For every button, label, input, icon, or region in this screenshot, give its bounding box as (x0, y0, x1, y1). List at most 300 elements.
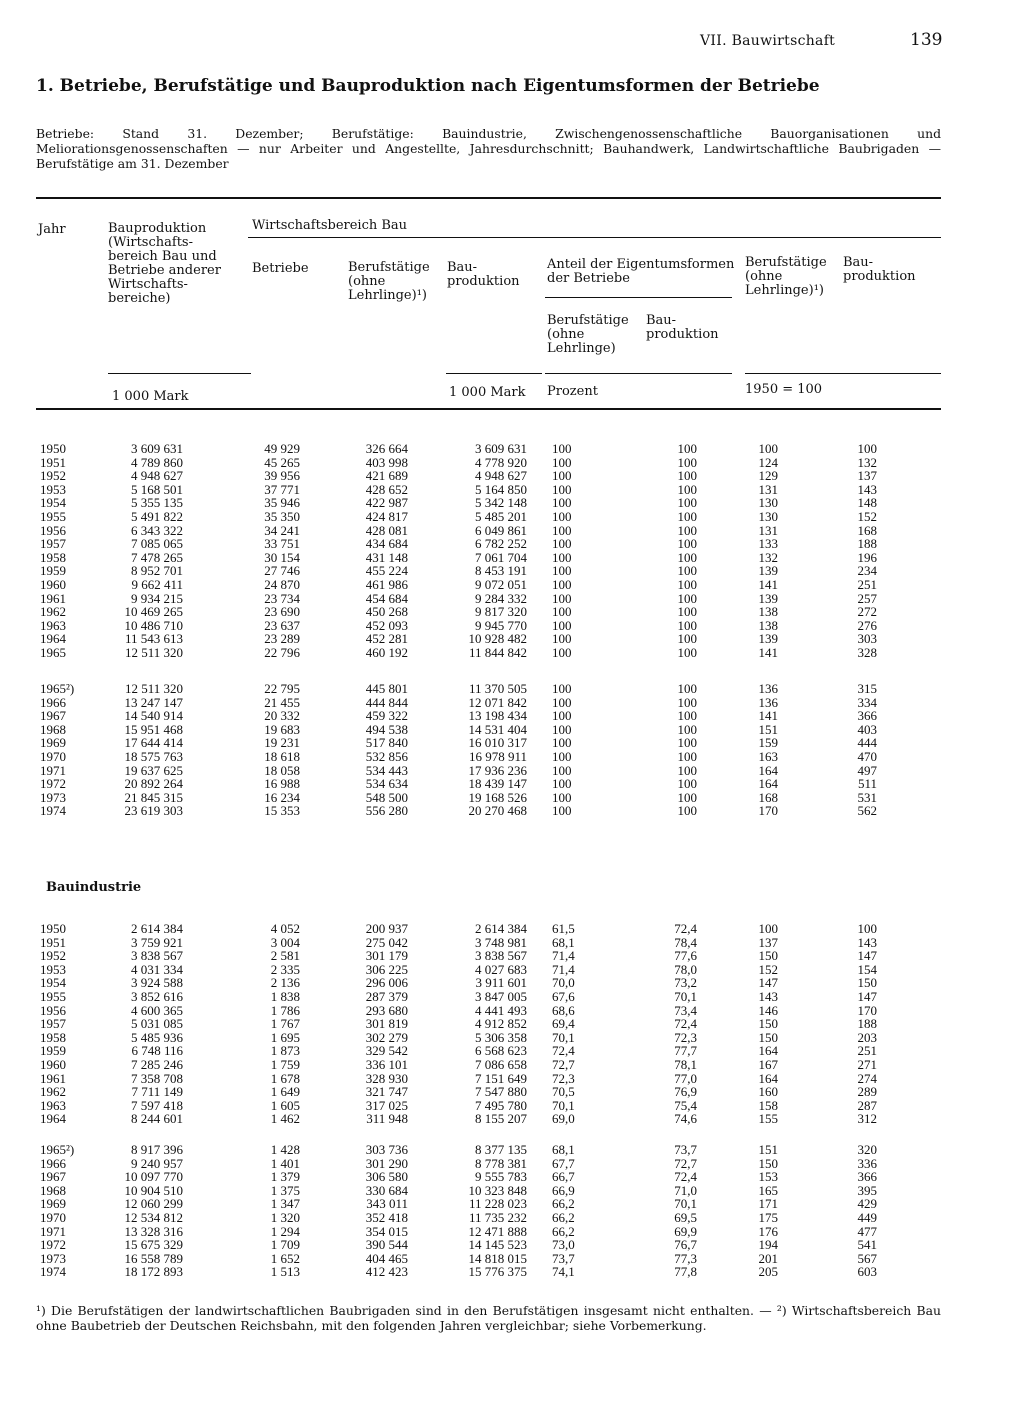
bauproduktion-cell: 8 377 135 (475, 1142, 527, 1157)
betriebe-cell: 19 683 (264, 721, 300, 737)
index-berufstaetige-cell: 205 (758, 1264, 778, 1280)
betriebe-cell: 27 746 (264, 563, 300, 579)
index-bauproduktion-cell: 603 (857, 1264, 877, 1280)
bauproduktion-gesamt-cell: 4 789 860 (131, 454, 183, 470)
betriebe-cell: 2 581 (270, 948, 300, 964)
berufstaetige-cell: 454 684 (365, 590, 408, 606)
anteil-bauproduktion-cell: 76,7 (674, 1237, 697, 1253)
index-berufstaetige-cell: 171 (758, 1196, 778, 1212)
anteil-berufstaetige-cell: 70,1 (552, 1029, 575, 1045)
col-head-anteil-bauproduktion: Bau- produktion (646, 313, 719, 342)
anteil-bauproduktion-cell: 100 (677, 617, 697, 633)
berufstaetige-cell: 404 465 (365, 1250, 408, 1266)
anteil-berufstaetige-cell: 73,7 (552, 1250, 575, 1266)
year-cell: 1957 (40, 536, 66, 552)
unit-rule-prozent (545, 373, 732, 374)
col-head-index-bauproduktion: Bau- produktion (843, 255, 916, 284)
betriebe-cell: 15 353 (264, 803, 300, 819)
anteil-bauproduktion-cell: 72,4 (674, 1016, 697, 1032)
column-bauproduktion (437, 1143, 527, 1279)
bauproduktion-cell: 3 609 631 (475, 441, 527, 456)
berufstaetige-cell: 329 542 (365, 1043, 408, 1059)
berufstaetige-cell: 306 225 (365, 961, 408, 977)
index-berufstaetige-cell: 130 (758, 495, 778, 511)
bauproduktion-cell: 14 145 523 (468, 1237, 527, 1253)
index-berufstaetige-cell: 147 (758, 975, 778, 991)
betriebe-cell: 23 289 (264, 631, 300, 647)
bauproduktion-gesamt-cell: 12 511 320 (124, 681, 183, 696)
column-bauproduktion (437, 922, 527, 1126)
bauproduktion-cell: 4 441 493 (475, 1002, 527, 1018)
index-bauproduktion-cell: 152 (857, 508, 877, 524)
anteil-bauproduktion-cell: 100 (677, 481, 697, 497)
anteil-bauproduktion-cell: 70,1 (674, 1196, 697, 1212)
berufstaetige-cell: 517 840 (365, 735, 408, 751)
anteil-berufstaetige-cell: 100 (552, 789, 572, 805)
berufstaetige-cell: 548 500 (365, 789, 408, 805)
index-berufstaetige-cell: 137 (758, 934, 778, 950)
berufstaetige-cell: 556 280 (365, 803, 408, 819)
year-cell: 1956 (40, 522, 66, 538)
year-cell: 1953 (40, 961, 66, 977)
betriebe-cell: 21 455 (264, 694, 300, 710)
anteil-bauproduktion-cell: 75,4 (674, 1097, 697, 1113)
anteil-berufstaetige-cell: 100 (552, 776, 572, 792)
bauproduktion-cell: 12 471 888 (468, 1223, 527, 1239)
index-berufstaetige-cell: 150 (758, 1016, 778, 1032)
anteil-bauproduktion-cell: 100 (677, 604, 697, 620)
index-bauproduktion-cell: 287 (857, 1097, 877, 1113)
unit-rule-mark1 (108, 373, 251, 374)
index-berufstaetige-cell: 164 (758, 1070, 778, 1086)
bauproduktion-gesamt-cell: 3 838 567 (131, 948, 183, 964)
berufstaetige-cell: 461 986 (365, 576, 408, 592)
year-cell: 1962 (40, 1084, 66, 1100)
anteil-bauproduktion-cell: 72,7 (674, 1155, 697, 1171)
bauproduktion-gesamt-cell: 7 358 708 (131, 1070, 183, 1086)
berufstaetige-cell: 494 538 (365, 721, 408, 737)
column-index-berufstaetige (728, 682, 778, 818)
betriebe-cell: 30 154 (264, 549, 300, 565)
column-anteil-bauproduktion (647, 442, 697, 660)
anteil-bauproduktion-cell: 73,2 (674, 975, 697, 991)
anteil-berufstaetige-cell: 66,2 (552, 1209, 575, 1225)
bauproduktion-gesamt-cell: 14 540 914 (124, 708, 183, 724)
betriebe-cell: 1 759 (270, 1056, 300, 1072)
betriebe-cell: 39 956 (264, 468, 300, 484)
index-berufstaetige-cell: 150 (758, 1155, 778, 1171)
bauproduktion-gesamt-cell: 7 478 265 (131, 549, 183, 565)
index-bauproduktion-cell: 449 (857, 1209, 877, 1225)
anteil-subrule (545, 297, 732, 298)
bauproduktion-cell: 6 782 252 (475, 536, 527, 552)
betriebe-cell: 1 379 (270, 1169, 300, 1185)
bauproduktion-cell: 5 164 850 (475, 481, 527, 497)
anteil-bauproduktion-cell: 100 (677, 789, 697, 805)
index-bauproduktion-cell: 366 (857, 708, 877, 724)
index-bauproduktion-cell: 272 (857, 604, 877, 620)
betriebe-cell: 2 335 (270, 961, 300, 977)
column-berufstaetige (328, 922, 408, 1126)
index-berufstaetige-cell: 136 (758, 694, 778, 710)
year-cell: 1971 (40, 762, 66, 778)
index-bauproduktion-cell: 132 (857, 454, 877, 470)
anteil-bauproduktion-cell: 100 (677, 776, 697, 792)
anteil-berufstaetige-cell: 100 (552, 708, 572, 724)
anteil-berufstaetige-cell: 100 (552, 495, 572, 511)
year-cell: 1957 (40, 1016, 66, 1032)
anteil-berufstaetige-cell: 100 (552, 748, 572, 764)
bauproduktion-cell: 14 818 015 (468, 1250, 527, 1266)
anteil-berufstaetige-cell: 66,7 (552, 1169, 575, 1185)
anteil-bauproduktion-cell: 100 (677, 495, 697, 511)
anteil-berufstaetige-cell: 68,1 (552, 934, 575, 950)
year-cell: 1972 (40, 1237, 66, 1253)
index-bauproduktion-cell: 477 (857, 1223, 877, 1239)
berufstaetige-cell: 301 290 (365, 1155, 408, 1171)
betriebe-cell: 1 513 (270, 1264, 300, 1280)
anteil-berufstaetige-cell: 69,0 (552, 1111, 575, 1127)
anteil-bauproduktion-cell: 78,0 (674, 961, 697, 977)
bauproduktion-cell: 8 778 381 (475, 1155, 527, 1171)
betriebe-cell: 1 678 (270, 1070, 300, 1086)
index-bauproduktion-cell: 100 (857, 441, 877, 456)
betriebe-cell: 1 401 (270, 1155, 300, 1171)
unit-prozent: Prozent (547, 384, 598, 399)
berufstaetige-cell: 452 281 (365, 631, 408, 647)
unit-mark-1: 1 000 Mark (112, 389, 189, 404)
column-anteil-berufstaetige (552, 682, 602, 818)
berufstaetige-cell: 460 192 (365, 644, 408, 660)
berufstaetige-cell: 431 148 (365, 549, 408, 565)
bauproduktion-gesamt-cell: 5 168 501 (131, 481, 183, 497)
index-bauproduktion-cell: 188 (857, 536, 877, 552)
anteil-berufstaetige-cell: 70,1 (552, 1097, 575, 1113)
index-bauproduktion-cell: 315 (857, 681, 877, 696)
berufstaetige-cell: 459 322 (365, 708, 408, 724)
betriebe-cell: 1 709 (270, 1237, 300, 1253)
anteil-bauproduktion-cell: 100 (677, 644, 697, 660)
index-bauproduktion-cell: 336 (857, 1155, 877, 1171)
index-bauproduktion-cell: 334 (857, 694, 877, 710)
column-berufstaetige (328, 1143, 408, 1279)
running-title: VII. Bauwirtschaft (700, 33, 836, 49)
bauproduktion-gesamt-cell: 2 614 384 (131, 921, 183, 936)
anteil-berufstaetige-cell: 68,1 (552, 1142, 575, 1157)
index-berufstaetige-cell: 141 (758, 708, 778, 724)
anteil-bauproduktion-cell: 100 (677, 468, 697, 484)
bauproduktion-gesamt-cell: 12 534 812 (124, 1209, 183, 1225)
year-cell: 1953 (40, 481, 66, 497)
bauproduktion-gesamt-cell: 7 711 149 (131, 1084, 183, 1100)
bauproduktion-gesamt-cell: 10 486 710 (124, 617, 183, 633)
index-bauproduktion-cell: 562 (857, 803, 877, 819)
index-berufstaetige-cell: 194 (758, 1237, 778, 1253)
bauproduktion-gesamt-cell: 12 060 299 (124, 1196, 183, 1212)
index-bauproduktion-cell: 143 (857, 934, 877, 950)
index-bauproduktion-cell: 257 (857, 590, 877, 606)
bauproduktion-gesamt-cell: 4 031 334 (131, 961, 183, 977)
bauproduktion-gesamt-cell: 11 543 613 (124, 631, 183, 647)
year-cell: 1952 (40, 468, 66, 484)
betriebe-cell: 34 241 (264, 522, 300, 538)
anteil-bauproduktion-cell: 78,4 (674, 934, 697, 950)
bauproduktion-cell: 19 168 526 (468, 789, 527, 805)
bauproduktion-gesamt-cell: 23 619 303 (124, 803, 183, 819)
bauproduktion-cell: 7 547 880 (475, 1084, 527, 1100)
anteil-bauproduktion-cell: 73,4 (674, 1002, 697, 1018)
index-berufstaetige-cell: 164 (758, 776, 778, 792)
bauproduktion-cell: 5 485 201 (475, 508, 527, 524)
index-berufstaetige-cell: 159 (758, 735, 778, 751)
year-cell: 1960 (40, 1056, 66, 1072)
berufstaetige-cell: 422 987 (365, 495, 408, 511)
year-cell: 1966 (40, 1155, 66, 1171)
col-head-index-berufstaetige: Berufstätige (ohne Lehrlinge)¹) (745, 255, 827, 298)
anteil-berufstaetige-cell: 100 (552, 762, 572, 778)
year-cell: 1967 (40, 1169, 66, 1185)
index-berufstaetige-cell: 201 (758, 1250, 778, 1266)
bauproduktion-gesamt-cell: 15 675 329 (124, 1237, 183, 1253)
betriebe-cell: 2 136 (270, 975, 300, 991)
year-cell: 1968 (40, 1182, 66, 1198)
anteil-bauproduktion-cell: 100 (677, 803, 697, 819)
betriebe-cell: 23 690 (264, 604, 300, 620)
unit-index: 1950 = 100 (745, 382, 823, 397)
betriebe-cell: 18 618 (264, 748, 300, 764)
anteil-berufstaetige-cell: 100 (552, 694, 572, 710)
bauproduktion-gesamt-cell: 5 031 085 (131, 1016, 183, 1032)
anteil-bauproduktion-cell: 100 (677, 536, 697, 552)
berufstaetige-cell: 301 179 (365, 948, 408, 964)
year-cell: 1973 (40, 1250, 66, 1266)
anteil-berufstaetige-cell: 66,2 (552, 1223, 575, 1239)
bauproduktion-cell: 14 531 404 (468, 721, 527, 737)
bauproduktion-gesamt-cell: 9 662 411 (131, 576, 183, 592)
bauproduktion-gesamt-cell: 8 952 701 (131, 563, 183, 579)
betriebe-cell: 1 294 (270, 1223, 300, 1239)
year-cell: 1970 (40, 1209, 66, 1225)
index-bauproduktion-cell: 497 (857, 762, 877, 778)
anteil-berufstaetige-cell: 100 (552, 454, 572, 470)
bauproduktion-cell: 4 912 852 (475, 1016, 527, 1032)
bauproduktion-cell: 20 270 468 (468, 803, 527, 819)
anteil-berufstaetige-cell: 74,1 (552, 1264, 575, 1280)
anteil-berufstaetige-cell: 71,4 (552, 961, 575, 977)
index-berufstaetige-cell: 164 (758, 762, 778, 778)
berufstaetige-cell: 326 664 (365, 441, 408, 456)
footnote: ¹) Die Berufstätigen der landwirtschaftlichen Baubrigaden sind in den Berufstätigen insgesamt nicht enthalten. — ²) Wirtschaftsbereich Bau ohne Baubetrieb der Deutschen Reichsbahn, mit den folgenden Jahren vergleichbar; siehe Vorbemerkung. (36, 1303, 941, 1333)
column-berufstaetige (328, 682, 408, 818)
bauproduktion-cell: 10 323 848 (468, 1182, 527, 1198)
berufstaetige-cell: 390 544 (365, 1237, 408, 1253)
anteil-berufstaetige-cell: 71,4 (552, 948, 575, 964)
bauproduktion-gesamt-cell: 6 343 322 (131, 522, 183, 538)
betriebe-cell: 33 751 (264, 536, 300, 552)
bauproduktion-cell: 13 198 434 (468, 708, 527, 724)
bauproduktion-cell: 3 911 601 (475, 975, 527, 991)
anteil-berufstaetige-cell: 68,6 (552, 1002, 575, 1018)
berufstaetige-cell: 434 684 (365, 536, 408, 552)
column-anteil-bauproduktion (647, 1143, 697, 1279)
index-berufstaetige-cell: 139 (758, 563, 778, 579)
index-berufstaetige-cell: 146 (758, 1002, 778, 1018)
berufstaetige-cell: 450 268 (365, 604, 408, 620)
anteil-bauproduktion-cell: 73,7 (674, 1142, 697, 1157)
section-label-bauindustrie: Bauindustrie (46, 880, 142, 895)
col-head-anteil-berufstaetige: Berufstätige (ohne Lehrlinge) (547, 313, 629, 356)
bauproduktion-cell: 3 748 981 (475, 934, 527, 950)
betriebe-cell: 35 946 (264, 495, 300, 511)
anteil-bauproduktion-cell: 100 (677, 708, 697, 724)
year-cell: 1950 (40, 921, 66, 936)
betriebe-cell: 19 231 (264, 735, 300, 751)
year-cell: 1970 (40, 748, 66, 764)
anteil-bauproduktion-cell: 100 (677, 631, 697, 647)
column-index-bauproduktion (827, 922, 877, 1126)
column-betriebe (230, 1143, 300, 1279)
bauproduktion-gesamt-cell: 10 097 770 (124, 1169, 183, 1185)
anteil-bauproduktion-cell: 100 (677, 563, 697, 579)
col-head-betriebe: Betriebe (252, 261, 309, 276)
berufstaetige-cell: 287 379 (365, 988, 408, 1004)
bauproduktion-gesamt-cell: 15 951 468 (124, 721, 183, 737)
bauproduktion-gesamt-cell: 12 511 320 (124, 644, 183, 660)
year-cell: 1962 (40, 604, 66, 620)
betriebe-cell: 45 265 (264, 454, 300, 470)
index-bauproduktion-cell: 320 (857, 1142, 877, 1157)
index-bauproduktion-cell: 234 (857, 563, 877, 579)
year-cell: 1959 (40, 1043, 66, 1059)
anteil-bauproduktion-cell: 77,6 (674, 948, 697, 964)
bauproduktion-gesamt-cell: 16 558 789 (124, 1250, 183, 1266)
column-bauproduktion (437, 682, 527, 818)
index-bauproduktion-cell: 137 (857, 468, 877, 484)
bauproduktion-gesamt-cell: 3 852 616 (131, 988, 183, 1004)
betriebe-cell: 49 929 (264, 441, 300, 456)
year-cell: 1964 (40, 631, 66, 647)
anteil-berufstaetige-cell: 100 (552, 644, 572, 660)
year-cell: 1974 (40, 1264, 66, 1280)
berufstaetige-cell: 303 736 (365, 1142, 408, 1157)
bauproduktion-cell: 15 776 375 (468, 1264, 527, 1280)
table-title: 1. Betriebe, Berufstätige und Bauproduktion nach Eigentumsformen der Betriebe (36, 76, 820, 96)
bauproduktion-cell: 2 614 384 (475, 921, 527, 936)
index-berufstaetige-cell: 158 (758, 1097, 778, 1113)
betriebe-cell: 1 605 (270, 1097, 300, 1113)
betriebe-cell: 1 873 (270, 1043, 300, 1059)
column-index-berufstaetige (728, 922, 778, 1126)
bauproduktion-cell: 8 453 191 (475, 563, 527, 579)
anteil-bauproduktion-cell: 71,0 (674, 1182, 697, 1198)
column-anteil-berufstaetige (552, 1143, 602, 1279)
anteil-berufstaetige-cell: 100 (552, 803, 572, 819)
anteil-bauproduktion-cell: 100 (677, 576, 697, 592)
anteil-berufstaetige-cell: 100 (552, 590, 572, 606)
header-bottom-rule (36, 408, 941, 410)
berufstaetige-cell: 330 684 (365, 1182, 408, 1198)
index-bauproduktion-cell: 531 (857, 789, 877, 805)
anteil-bauproduktion-cell: 70,1 (674, 988, 697, 1004)
bauproduktion-gesamt-cell: 10 904 510 (124, 1182, 183, 1198)
anteil-bauproduktion-cell: 76,9 (674, 1084, 697, 1100)
betriebe-cell: 23 637 (264, 617, 300, 633)
column-bauproduktion-gesamt (93, 682, 183, 818)
column-index-bauproduktion (827, 1143, 877, 1279)
bauproduktion-cell: 7 151 649 (475, 1070, 527, 1086)
bauproduktion-cell: 18 439 147 (468, 776, 527, 792)
anteil-berufstaetige-cell: 69,4 (552, 1016, 575, 1032)
anteil-berufstaetige-cell: 66,9 (552, 1182, 575, 1198)
betriebe-cell: 1 786 (270, 1002, 300, 1018)
year-cell: 1971 (40, 1223, 66, 1239)
bauproduktion-cell: 11 370 505 (468, 681, 527, 696)
anteil-berufstaetige-cell: 100 (552, 631, 572, 647)
betriebe-cell: 20 332 (264, 708, 300, 724)
anteil-berufstaetige-cell: 100 (552, 735, 572, 751)
anteil-bauproduktion-cell: 100 (677, 522, 697, 538)
bauproduktion-gesamt-cell: 6 748 116 (131, 1043, 183, 1059)
bauproduktion-cell: 9 555 783 (475, 1169, 527, 1185)
berufstaetige-cell: 534 443 (365, 762, 408, 778)
berufstaetige-cell: 428 652 (365, 481, 408, 497)
unit-mark-2: 1 000 Mark (449, 385, 526, 400)
bauproduktion-gesamt-cell: 9 240 957 (131, 1155, 183, 1171)
bauproduktion-gesamt-cell: 19 637 625 (124, 762, 183, 778)
year-cell: 1963 (40, 617, 66, 633)
index-berufstaetige-cell: 131 (758, 481, 778, 497)
year-cell: 1965²) (40, 681, 75, 696)
berufstaetige-cell: 421 689 (365, 468, 408, 484)
year-cell: 1955 (40, 988, 66, 1004)
berufstaetige-cell: 321 747 (365, 1084, 408, 1100)
bauproduktion-cell: 11 735 232 (468, 1209, 527, 1225)
index-berufstaetige-cell: 138 (758, 604, 778, 620)
anteil-berufstaetige-cell: 100 (552, 481, 572, 497)
berufstaetige-cell: 352 418 (365, 1209, 408, 1225)
index-bauproduktion-cell: 196 (857, 549, 877, 565)
index-bauproduktion-cell: 541 (857, 1237, 877, 1253)
year-cell: 1965²) (40, 1142, 75, 1157)
index-bauproduktion-cell: 328 (857, 644, 877, 660)
anteil-berufstaetige-cell: 100 (552, 721, 572, 737)
bauproduktion-cell: 8 155 207 (475, 1111, 527, 1127)
anteil-berufstaetige-cell: 100 (552, 576, 572, 592)
anteil-berufstaetige-cell: 70,5 (552, 1084, 575, 1100)
year-cell: 1968 (40, 721, 66, 737)
betriebe-cell: 1 767 (270, 1016, 300, 1032)
bauproduktion-cell: 9 817 320 (475, 604, 527, 620)
index-bauproduktion-cell: 170 (857, 1002, 877, 1018)
berufstaetige-cell: 301 819 (365, 1016, 408, 1032)
anteil-bauproduktion-cell: 100 (677, 454, 697, 470)
bauproduktion-gesamt-cell: 5 485 936 (131, 1029, 183, 1045)
bauproduktion-cell: 7 086 658 (475, 1056, 527, 1072)
index-berufstaetige-cell: 139 (758, 590, 778, 606)
index-berufstaetige-cell: 168 (758, 789, 778, 805)
index-berufstaetige-cell: 139 (758, 631, 778, 647)
betriebe-cell: 16 234 (264, 789, 300, 805)
index-berufstaetige-cell: 151 (758, 721, 778, 737)
bauproduktion-cell: 4 948 627 (475, 468, 527, 484)
berufstaetige-cell: 317 025 (365, 1097, 408, 1113)
column-anteil-berufstaetige (552, 442, 602, 660)
anteil-berufstaetige-cell: 67,6 (552, 988, 575, 1004)
index-bauproduktion-cell: 312 (857, 1111, 877, 1127)
bauproduktion-cell: 4 027 683 (475, 961, 527, 977)
anteil-bauproduktion-cell: 72,4 (674, 1169, 697, 1185)
index-bauproduktion-cell: 150 (857, 975, 877, 991)
